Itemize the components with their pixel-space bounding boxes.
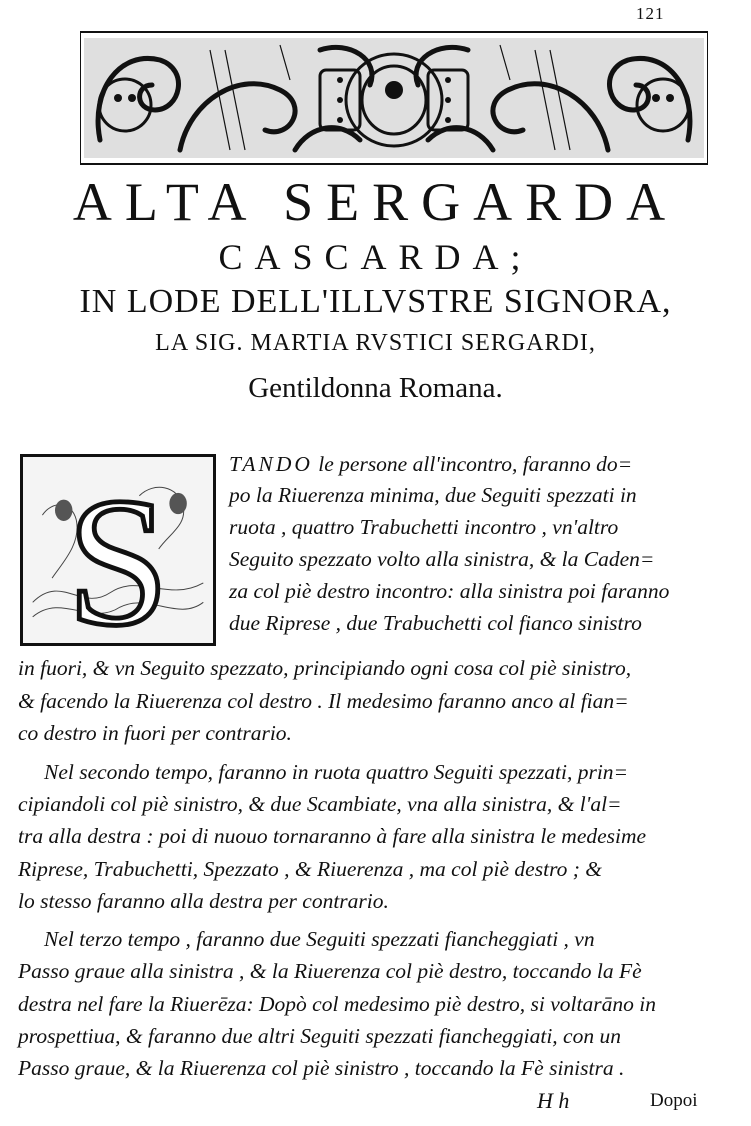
- signature-mark: H h: [537, 1088, 570, 1113]
- body-line: co destro in fuori per contrario.: [18, 721, 292, 745]
- body-line: le persone all'incontro, faranno do=: [318, 452, 633, 476]
- body-line: Passo graue alla sinistra , & la Riuerenza col piè destro, toccando la Fè: [18, 959, 642, 983]
- body-line: Riprese, Trabuchetti, Spezzato , & Riuerenza , ma col piè destro ; &: [18, 857, 603, 881]
- body-line: Passo graue, & la Riuerenza col piè sinistro , toccando la Fè sinistra .: [18, 1056, 625, 1080]
- body-line: in fuori, & vn Seguito spezzato, principiando ogni cosa col piè sinistro,: [18, 656, 632, 680]
- body-line: po la Riuerenza minima, due Seguiti spezzati in: [229, 483, 637, 507]
- body-line: due Riprese , due Trabuchetti col fianco sinistro: [229, 611, 642, 635]
- body-line: Seguito spezzato volto alla sinistra, & la Caden=: [229, 547, 655, 571]
- body-line: tra alla destra : poi di nuouo tornaranno à fare alla sinistra le medesime: [18, 824, 647, 848]
- ornamental-headpiece-icon: [80, 30, 708, 166]
- title-line-2: CASCARDA;: [218, 237, 533, 277]
- drop-cap-letter: S: [66, 459, 170, 646]
- body-line: ruota , quattro Trabuchetti incontro , vn'altro: [229, 515, 619, 539]
- engraved-drop-cap-s-icon: [20, 454, 216, 646]
- title-line-3: IN LODE DELL'ILLVSTRE SIGNORA,: [79, 283, 672, 320]
- title-line-4: LA SIG. MARTIA RVSTICI SERGARDI,: [155, 330, 596, 356]
- body-line: Nel secondo tempo, faranno in ruota quattro Seguiti spezzati, prin=: [44, 760, 629, 784]
- body-line: & facendo la Riuerenza col destro . Il medesimo faranno anco al fian=: [18, 689, 629, 713]
- body-line: prospettiua, & faranno due altri Seguiti spezzati fiancheggiati, con un: [18, 1024, 621, 1048]
- body-line: destra nel fare la Riuerēza: Dopò col medesimo piè destro, si voltarāno in: [18, 992, 656, 1016]
- title-line-5: Gentildonna Romana.: [248, 372, 503, 404]
- lead-word: TANDO: [229, 452, 313, 476]
- page-number: 121: [636, 4, 665, 23]
- body-line: cipiandoli col piè sinistro, & due Scambiate, vna alla sinistra, & l'al=: [18, 792, 622, 816]
- body-line: Nel terzo tempo , faranno due Seguiti spezzati fiancheggiati , vn: [44, 927, 595, 951]
- catchword: Dopoi: [650, 1090, 698, 1111]
- body-line: lo stesso faranno alla destra per contrario.: [18, 889, 389, 913]
- title-line-1: ALTA SERGARDA: [72, 172, 679, 232]
- body-line: za col piè destro incontro: alla sinistra poi faranno: [229, 579, 670, 603]
- body-line-1: [229, 449, 632, 479]
